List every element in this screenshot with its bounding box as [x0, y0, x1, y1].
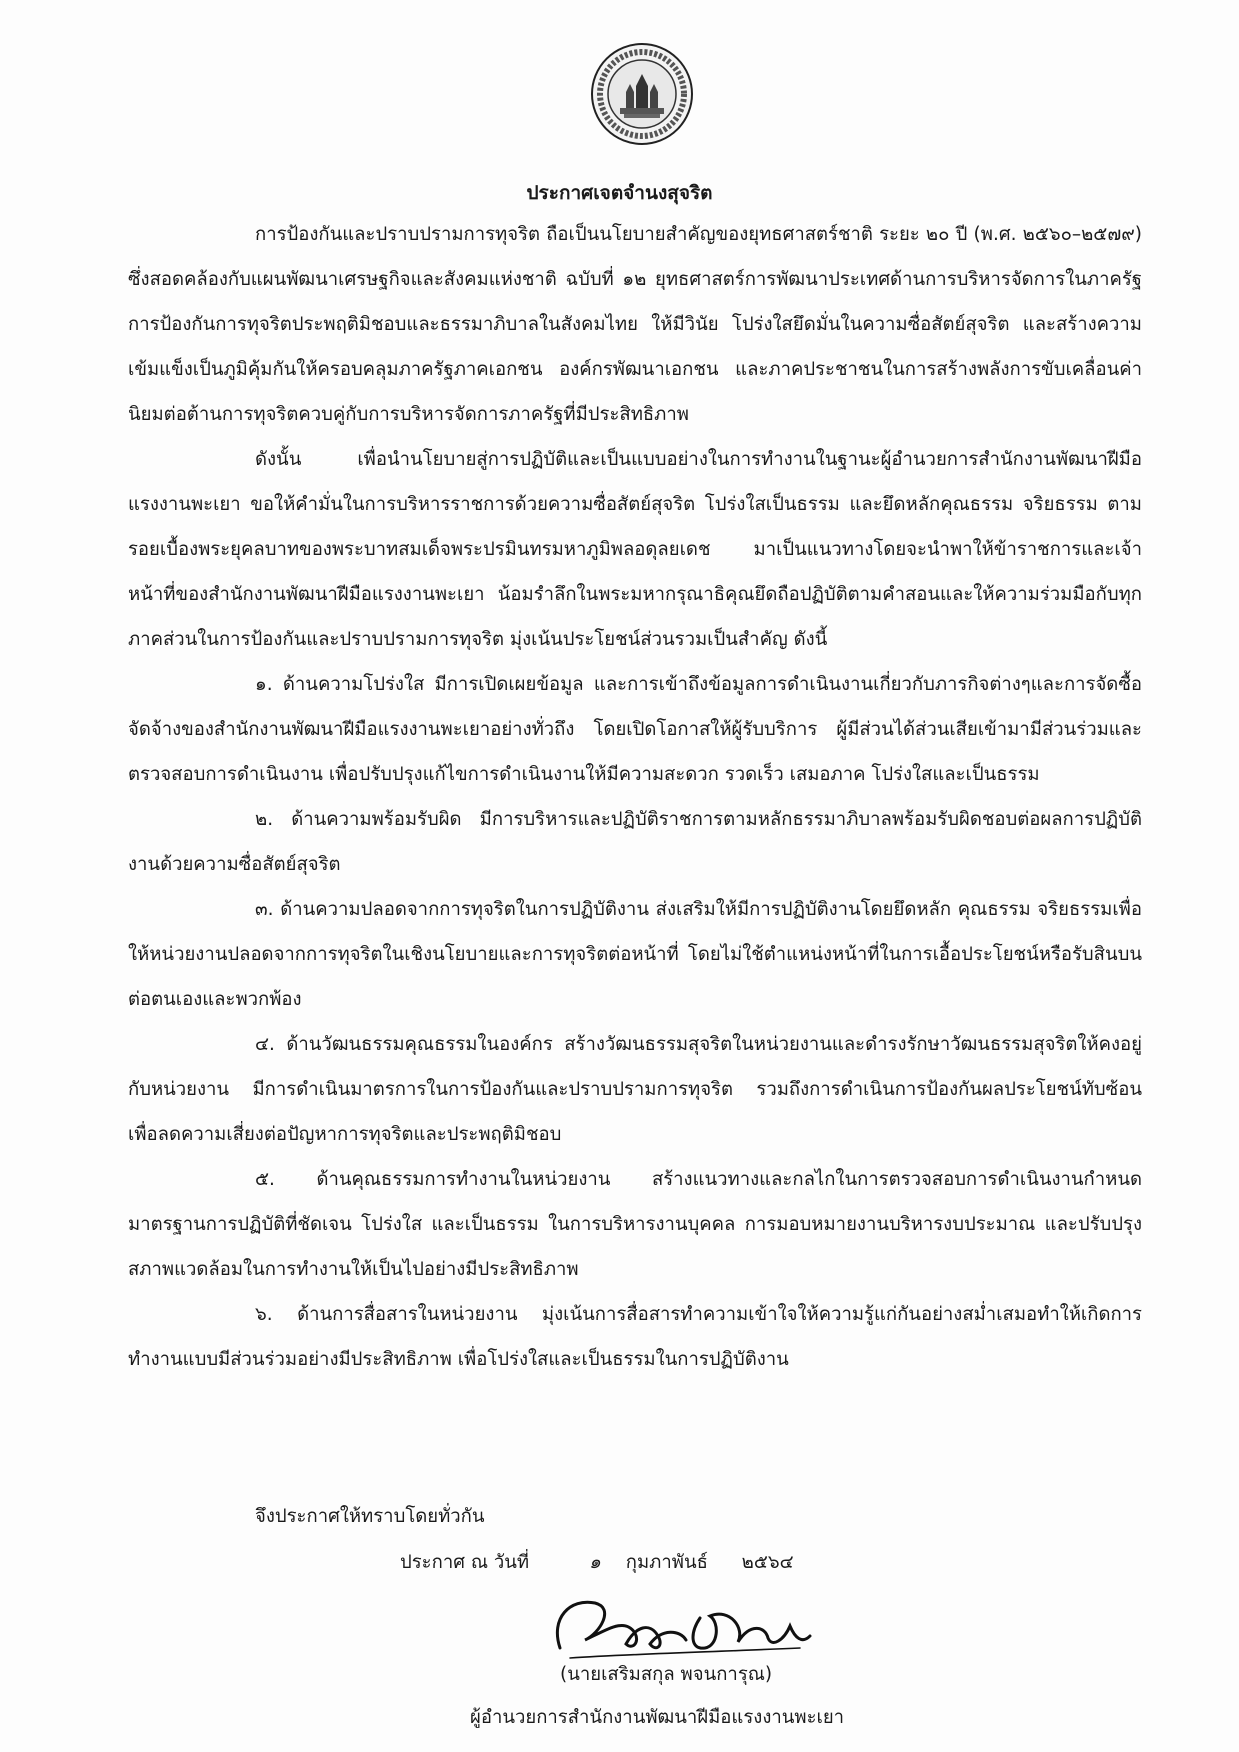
- date-day: ๑: [589, 1552, 601, 1573]
- announcement-title: ประกาศเจตจำนงสุจริต: [526, 182, 713, 204]
- item-work-ethics: ๕. ด้านคุณธรรมการทำงานในหน่วยงาน สร้างแนวทางและกลไกในการตรวจสอบการดำเนินงานกำหนดมาตรฐานการปฏิบัติที่ชัดเจน โปร่งใส และเป็นธรรม ในการบริหารงานบุคคล การมอบหมายงานบริหารงบประมาณ และปรับปรุงสภาพแวดล้อมในการทำงานให้เป็นไปอย่างมีประสิทธิภาพ: [128, 1169, 1142, 1280]
- intro-paragraph: การป้องกันและปราบปรามการทุจริต ถือเป็นนโยบายสำคัญของยุทธศาสตร์ชาติ ระยะ ๒๐ ปี (พ.ศ. ๒๕๖๐–๒๕๗๙) ซึ่งสอดคล้องกับแผนพัฒนาเศรษฐกิจและสังคมแห่งชาติ ฉบับที่ ๑๒ ยุทธศาสตร์การพัฒนาประเทศด้านการบริหารจัดการในภาครัฐ การป้องกันการทุจริตประพฤติมิชอบและธรรมาภิบาลในสังคมไทย ให้มีวินัย โปร่งใสยึดมั่นในความซื่อสัตย์สุจริต และสร้างความเข้มแข็งเป็นภูมิคุ้มกันให้ครอบคลุมภาครัฐภาคเอกชน องค์กรพัฒนาเอกชน และภาคประชาชนในการสร้างพลังการขับเคลื่อนค่านิยมต่อต้านการทุจริตควบคู่กับการบริหารจัดการภาครัฐที่มีประสิทธิภาพ: [128, 224, 1142, 425]
- signer-name: (นายเสริมสกุล พจนการุณ): [560, 1664, 773, 1685]
- item-integrity-culture: ๔. ด้านวัฒนธรรมคุณธรรมในองค์กร สร้างวัฒนธรรมสุจริตในหน่วยงานและดำรงรักษาวัฒนธรรมสุจริตให้คงอยู่กับหน่วยงาน มีการดำเนินมาตรการในการป้องกันและปราบปรามการทุจริต รวมถึงการดำเนินการป้องกันผลประโยชน์ทับซ้อน เพื่อลดความเสี่ยงต่อปัญหาการทุจริตและประพฤติมิชอบ: [128, 1034, 1142, 1145]
- item-communication: ๖. ด้านการสื่อสารในหน่วยงาน มุ่งเน้นการสื่อสารทำความเข้าใจให้ความรู้แก่กันอย่างสม่ำเสมอทำให้เกิดการทำงานแบบมีส่วนร่วมอย่างมีประสิทธิภาพ เพื่อโปร่งใสและเป็นธรรมในการปฏิบัติงาน: [128, 1304, 1142, 1370]
- signer-position: ผู้อำนวยการสำนักงานพัฒนาฝีมือแรงงานพะเยา: [470, 1707, 845, 1728]
- item-accountability: ๒. ด้านความพร้อมรับผิด มีการบริหารและปฏิบัติราชการตามหลักธรรมาภิบาลพร้อมรับผิดชอบต่อผลการปฏิบัติงานด้วยความซื่อสัตย์สุจริต: [128, 809, 1142, 875]
- announcement-date: [400, 1548, 794, 1578]
- date-month: กุมภาพันธ์: [625, 1552, 708, 1573]
- item-transparency: ๑. ด้านความโปร่งใส มีการเปิดเผยข้อมูล และการเข้าถึงข้อมูลการดำเนินงานเกี่ยวกับภารกิจต่างๆและการจัดซื้อจัดจ้างของสำนักงานพัฒนาฝีมือแรงงานพะเยาอย่างทั่วถึง โดยเปิดโอกาสให้ผู้รับบริการ ผู้มีส่วนได้ส่วนเสียเข้ามามีส่วนร่วมและตรวจสอบการดำเนินงาน เพื่อปรับปรุงแก้ไขการดำเนินงานให้มีความสะดวก รวดเร็ว เสมอภาค โปร่งใสและเป็นธรรม: [128, 674, 1142, 785]
- date-prefix: ประกาศ ณ วันที่: [400, 1552, 530, 1573]
- document-body: [128, 212, 1142, 1382]
- department-seal-logo: [590, 42, 694, 146]
- item-corruption-free: ๓. ด้านความปลอดจากการทุจริตในการปฏิบัติงาน ส่งเสริมให้มีการปฏิบัติงานโดยยึดหลัก คุณธรรม จริยธรรมเพื่อให้หน่วยงานปลอดจากการทุจริตในเชิงนโยบายและการทุจริตต่อหน้าที่ โดยไม่ใช้ตำแหน่งหน้าที่ในการเอื้อประโยชน์หรือรับสินบนต่อตนเองและพวกพ้อง: [128, 899, 1142, 1010]
- commitment-paragraph: ดังนั้น เพื่อนำนโยบายสู่การปฏิบัติและเป็นแบบอย่างในการทำงานในฐานะผู้อำนวยการสำนักงานพัฒนาฝีมือแรงงานพะเยา ขอให้คำมั่นในการบริหารราชการด้วยความซื่อสัตย์สุจริต โปร่งใสเป็นธรรม และยึดหลักคุณธรรม จริยธรรม ตามรอยเบื้องพระยุคลบาทของพระบาทสมเด็จพระปรมินทรมหาภูมิพลอดุลยเดช มาเป็นแนวทางโดยจะนำพาให้ข้าราชการและเจ้าหน้าที่ของสำนักงานพัฒนาฝีมือแรงงานพะเยา น้อมรำลึกในพระมหากรุณาธิคุณยึดถือปฏิบัติตามคำสอนและให้ความร่วมมือกับทุกภาคส่วนในการป้องกันและปราบปรามการทุจริต มุ่งเน้นประโยชน์ส่วนรวมเป็นสำคัญ ดังนี้: [128, 449, 1142, 650]
- date-year: ๒๕๖๔: [741, 1552, 794, 1573]
- closing-statement: จึงประกาศให้ทราบโดยทั่วกัน: [255, 1506, 485, 1527]
